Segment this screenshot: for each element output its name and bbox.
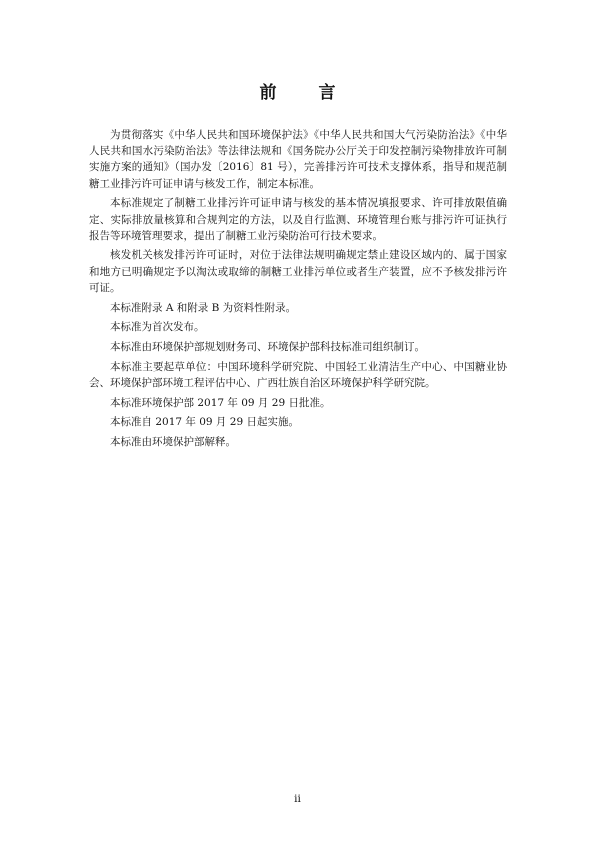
paragraph-interpretation: 本标准由环境保护部解释。 xyxy=(110,435,236,448)
page-title: 前 言 xyxy=(259,83,354,103)
paragraph-first-release: 本标准为首次发布。 xyxy=(110,321,205,334)
foreword-body xyxy=(89,127,507,454)
page-number: ii xyxy=(294,793,301,805)
paragraph-appendix: 本标准附录 A 和附录 B 为资料性附录。 xyxy=(110,301,297,314)
paragraph-approval: 本标准环境保护部 2017 年 09 月 29 日批准。 xyxy=(110,396,331,409)
paragraph-organizer: 本标准由环境保护部规划财务司、环境保护部科技标准司组织制订。 xyxy=(110,340,425,353)
paragraph-drafting-units: 本标准主要起草单位：中国环境科学研究院、中国轻工业清洁生产中心、中国糖业协会、环境保护部环境工程评估中心、广西壮族自治区环境保护科学研究院。 xyxy=(89,360,507,389)
paragraph-issuance-restriction: 核发机关核发排污许可证时，对位于法律法规明确规定禁止建设区域内的、属于国家和地方已明确规定予以淘汰或取缔的制糖工业排污单位或者生产装置，应不予核发排污许可证。 xyxy=(89,249,507,294)
paragraph-purpose: 为贯彻落实《中华人民共和国环境保护法》《中华人民共和国大气污染防治法》《中华人民共和国水污染防治法》等法律法规和《国务院办公厅关于印发控制污染物排放许可制实施方案的通知》（国办发〔2016〕81 号），完善排污许可技术支撑体系，指导和规范制糖工业排污许可证申请与核发工作，制定本标准。 xyxy=(89,129,507,190)
paragraph-scope: 本标准规定了制糖工业排污许可证申请与核发的基本情况填报要求、许可排放限值确定、实际排放量核算和合规判定的方法，以及自行监测、环境管理台账与排污许可证执行报告等环境管理要求，提出了制糖工业污染防治可行技术要求。 xyxy=(89,197,507,242)
paragraph-implementation: 本标准自 2017 年 09 月 29 日起实施。 xyxy=(110,416,299,429)
